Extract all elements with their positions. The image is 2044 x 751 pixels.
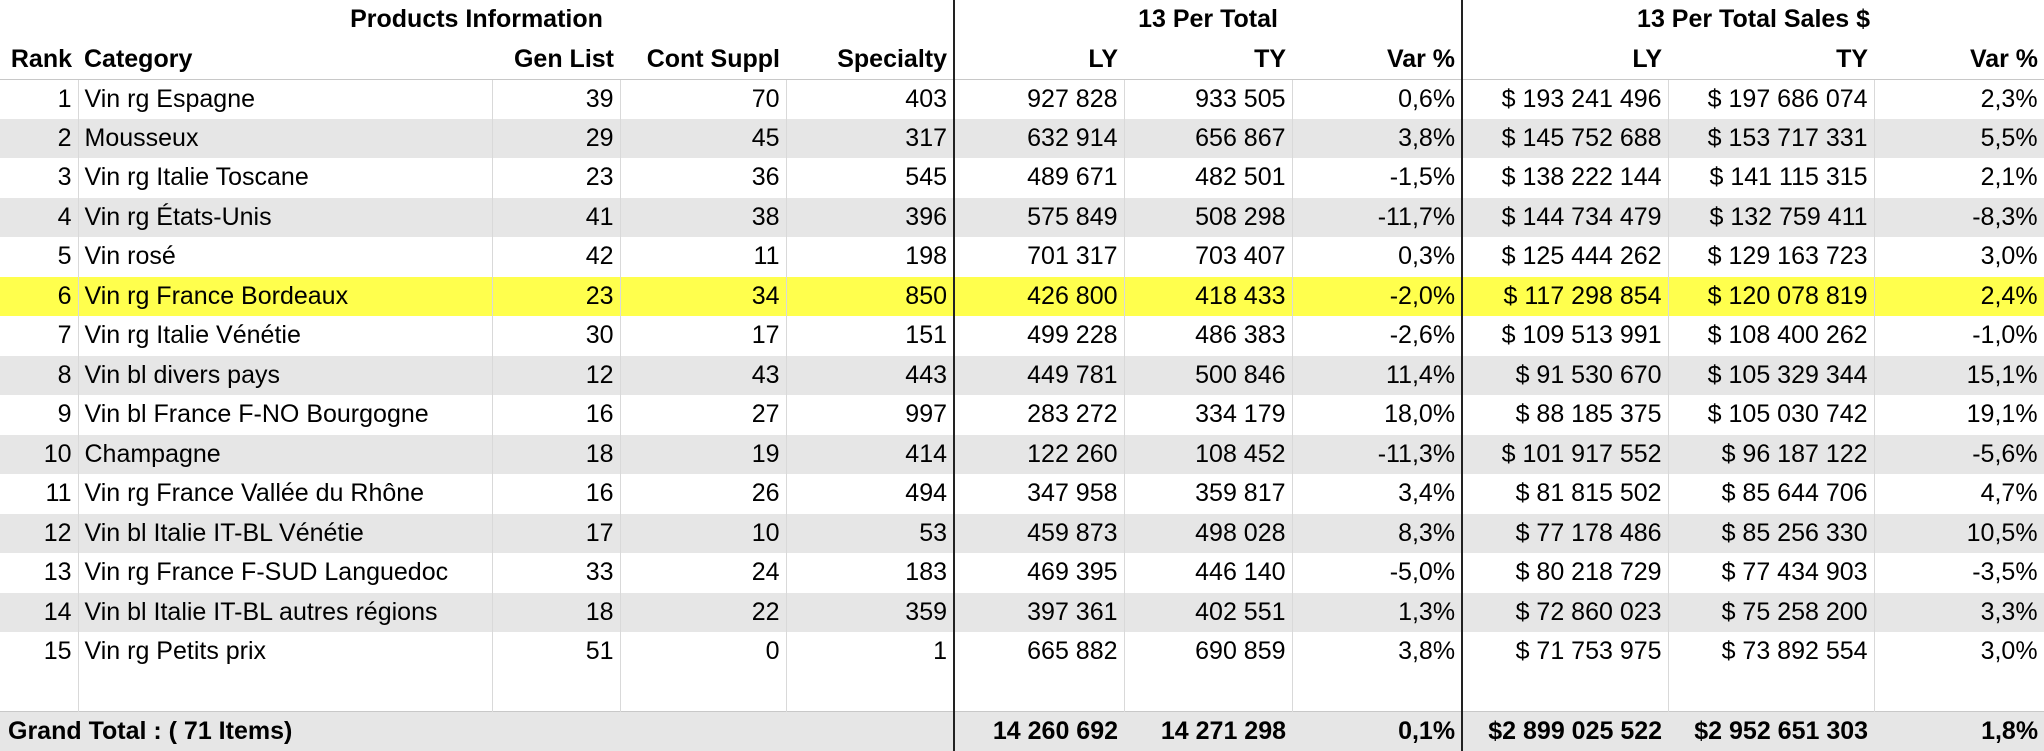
- table-row[interactable]: [0, 632, 2044, 672]
- table-row[interactable]: [0, 553, 2044, 593]
- cell-specialty[interactable]: 997: [786, 395, 954, 435]
- cell-sales-ty[interactable]: $ 120 078 819: [1668, 277, 1874, 317]
- cell-sales-ty[interactable]: $ 85 644 706: [1668, 474, 1874, 514]
- cell-ly[interactable]: 632 914: [954, 119, 1124, 159]
- column-header-row: [0, 40, 2044, 80]
- cell-rank[interactable]: 11: [0, 474, 78, 514]
- cell-ly[interactable]: 459 873: [954, 514, 1124, 554]
- cell-sales-ly[interactable]: $ 101 917 552: [1462, 435, 1668, 475]
- empty-cell[interactable]: [954, 672, 1124, 712]
- empty-cell[interactable]: [1124, 672, 1292, 712]
- cell-ly[interactable]: 701 317: [954, 237, 1124, 277]
- cell-sales-ty[interactable]: $ 105 030 742: [1668, 395, 1874, 435]
- grand-total-ty[interactable]: 14 271 298: [1124, 711, 1292, 751]
- cell-category[interactable]: Vin rg États-Unis: [78, 198, 492, 238]
- cell-category[interactable]: Vin rg France F-SUD Languedoc: [78, 553, 492, 593]
- cell-sales-ly[interactable]: $ 91 530 670: [1462, 356, 1668, 396]
- cell-cont-suppl[interactable]: 19: [620, 435, 786, 475]
- cell-sales-var[interactable]: 3,0%: [1874, 632, 2044, 672]
- cell-sales-var[interactable]: 15,1%: [1874, 356, 2044, 396]
- table-row[interactable]: [0, 395, 2044, 435]
- cell-gen-list[interactable]: 12: [492, 356, 620, 396]
- cell-cont-suppl[interactable]: 43: [620, 356, 786, 396]
- cell-sales-ly[interactable]: $ 88 185 375: [1462, 395, 1668, 435]
- grand-total-ly[interactable]: 14 260 692: [954, 711, 1124, 751]
- cell-rank[interactable]: 10: [0, 435, 78, 475]
- cell-ly[interactable]: 283 272: [954, 395, 1124, 435]
- cell-gen-list[interactable]: 18: [492, 593, 620, 633]
- cell-cont-suppl[interactable]: 36: [620, 158, 786, 198]
- cell-ty[interactable]: 446 140: [1124, 553, 1292, 593]
- cell-category[interactable]: Vin bl divers pays: [78, 356, 492, 396]
- cell-sales-ty[interactable]: $ 108 400 262: [1668, 316, 1874, 356]
- cell-sales-var[interactable]: -5,6%: [1874, 435, 2044, 475]
- grand-total-row[interactable]: [0, 711, 2044, 751]
- col-header-rank[interactable]: Rank: [0, 40, 78, 80]
- cell-gen-list[interactable]: 17: [492, 514, 620, 554]
- empty-cell[interactable]: [0, 672, 78, 712]
- cell-ty[interactable]: 482 501: [1124, 158, 1292, 198]
- cell-ty[interactable]: 402 551: [1124, 593, 1292, 633]
- cell-category[interactable]: Vin rg Petits prix: [78, 632, 492, 672]
- cell-rank[interactable]: 3: [0, 158, 78, 198]
- cell-cont-suppl[interactable]: 26: [620, 474, 786, 514]
- cell-ly[interactable]: 489 671: [954, 158, 1124, 198]
- cell-ty[interactable]: 418 433: [1124, 277, 1292, 317]
- col-header-ty[interactable]: TY: [1124, 40, 1292, 80]
- cell-rank[interactable]: 12: [0, 514, 78, 554]
- cell-sales-ty[interactable]: $ 153 717 331: [1668, 119, 1874, 159]
- cell-rank[interactable]: 15: [0, 632, 78, 672]
- cell-gen-list[interactable]: 23: [492, 158, 620, 198]
- cell-sales-ty[interactable]: $ 105 329 344: [1668, 356, 1874, 396]
- cell-category[interactable]: Vin rosé: [78, 237, 492, 277]
- cell-cont-suppl[interactable]: 24: [620, 553, 786, 593]
- table-row[interactable]: [0, 435, 2044, 475]
- cell-var[interactable]: 3,4%: [1292, 474, 1462, 514]
- cell-var[interactable]: 1,3%: [1292, 593, 1462, 633]
- cell-ty[interactable]: 498 028: [1124, 514, 1292, 554]
- cell-ly[interactable]: 665 882: [954, 632, 1124, 672]
- table-row[interactable]: [0, 356, 2044, 396]
- cell-sales-ly[interactable]: $ 117 298 854: [1462, 277, 1668, 317]
- cell-rank[interactable]: 6: [0, 277, 78, 317]
- cell-specialty[interactable]: 317: [786, 119, 954, 159]
- cell-ty[interactable]: 933 505: [1124, 79, 1292, 119]
- cell-ty[interactable]: 108 452: [1124, 435, 1292, 475]
- cell-category[interactable]: Vin rg Italie Toscane: [78, 158, 492, 198]
- cell-sales-var[interactable]: 2,3%: [1874, 79, 2044, 119]
- cell-category[interactable]: Vin rg Espagne: [78, 79, 492, 119]
- cell-var[interactable]: 3,8%: [1292, 632, 1462, 672]
- cell-gen-list[interactable]: 16: [492, 474, 620, 514]
- cell-rank[interactable]: 2: [0, 119, 78, 159]
- cell-sales-ty[interactable]: $ 141 115 315: [1668, 158, 1874, 198]
- cell-sales-var[interactable]: 19,1%: [1874, 395, 2044, 435]
- cell-specialty[interactable]: 494: [786, 474, 954, 514]
- cell-sales-ly[interactable]: $ 138 222 144: [1462, 158, 1668, 198]
- cell-ly[interactable]: 449 781: [954, 356, 1124, 396]
- cell-ly[interactable]: 397 361: [954, 593, 1124, 633]
- cell-var[interactable]: 0,3%: [1292, 237, 1462, 277]
- blank-row: [0, 672, 2044, 712]
- cell-category[interactable]: Vin rg France Vallée du Rhône: [78, 474, 492, 514]
- cell-sales-ty[interactable]: $ 85 256 330: [1668, 514, 1874, 554]
- cell-var[interactable]: -5,0%: [1292, 553, 1462, 593]
- table-row[interactable]: [0, 237, 2044, 277]
- table-row[interactable]: [0, 474, 2044, 514]
- empty-cell[interactable]: [620, 672, 786, 712]
- cell-sales-ty[interactable]: $ 96 187 122: [1668, 435, 1874, 475]
- cell-specialty[interactable]: 1: [786, 632, 954, 672]
- cell-rank[interactable]: 4: [0, 198, 78, 238]
- cell-cont-suppl[interactable]: 0: [620, 632, 786, 672]
- cell-gen-list[interactable]: 16: [492, 395, 620, 435]
- cell-ty[interactable]: 656 867: [1124, 119, 1292, 159]
- cell-sales-var[interactable]: 3,3%: [1874, 593, 2044, 633]
- cell-specialty[interactable]: 396: [786, 198, 954, 238]
- grand-total-sales-ty[interactable]: $2 952 651 303: [1668, 711, 1874, 751]
- cell-sales-var[interactable]: -1,0%: [1874, 316, 2044, 356]
- cell-cont-suppl[interactable]: 10: [620, 514, 786, 554]
- cell-specialty[interactable]: 198: [786, 237, 954, 277]
- group-header-products: Products Information: [0, 0, 954, 40]
- cell-gen-list[interactable]: 41: [492, 198, 620, 238]
- col-header-gen-list[interactable]: Gen List: [492, 40, 620, 80]
- cell-sales-var[interactable]: 2,4%: [1874, 277, 2044, 317]
- col-header-sales-ty[interactable]: TY: [1668, 40, 1874, 80]
- grand-total-sales-ly[interactable]: $2 899 025 522: [1462, 711, 1668, 751]
- cell-sales-var[interactable]: 3,0%: [1874, 237, 2044, 277]
- cell-var[interactable]: 3,8%: [1292, 119, 1462, 159]
- cell-category[interactable]: Vin rg France Bordeaux: [78, 277, 492, 317]
- cell-specialty[interactable]: 545: [786, 158, 954, 198]
- cell-category[interactable]: Vin bl Italie IT-BL autres régions: [78, 593, 492, 633]
- cell-ly[interactable]: 347 958: [954, 474, 1124, 514]
- cell-var[interactable]: 11,4%: [1292, 356, 1462, 396]
- cell-specialty[interactable]: 443: [786, 356, 954, 396]
- cell-specialty[interactable]: 359: [786, 593, 954, 633]
- cell-sales-ly[interactable]: $ 80 218 729: [1462, 553, 1668, 593]
- cell-specialty[interactable]: 850: [786, 277, 954, 317]
- table-row[interactable]: [0, 277, 2044, 317]
- table-row[interactable]: [0, 593, 2044, 633]
- cell-ty[interactable]: 690 859: [1124, 632, 1292, 672]
- cell-sales-ly[interactable]: $ 144 734 479: [1462, 198, 1668, 238]
- cell-cont-suppl[interactable]: 22: [620, 593, 786, 633]
- cell-var[interactable]: -11,3%: [1292, 435, 1462, 475]
- empty-cell[interactable]: [1668, 672, 1874, 712]
- cell-rank[interactable]: 9: [0, 395, 78, 435]
- cell-var[interactable]: 8,3%: [1292, 514, 1462, 554]
- group-header-sales: 13 Per Total Sales $: [1462, 0, 2044, 40]
- cell-sales-var[interactable]: 4,7%: [1874, 474, 2044, 514]
- cell-category[interactable]: Vin bl Italie IT-BL Vénétie: [78, 514, 492, 554]
- cell-rank[interactable]: 7: [0, 316, 78, 356]
- cell-category[interactable]: Mousseux: [78, 119, 492, 159]
- cell-sales-ty[interactable]: $ 197 686 074: [1668, 79, 1874, 119]
- cell-var[interactable]: 0,6%: [1292, 79, 1462, 119]
- empty-cell[interactable]: [1462, 672, 1668, 712]
- cell-sales-ty[interactable]: $ 75 258 200: [1668, 593, 1874, 633]
- cell-gen-list[interactable]: 51: [492, 632, 620, 672]
- group-header-row: [0, 0, 2044, 40]
- table-row[interactable]: [0, 514, 2044, 554]
- cell-ty[interactable]: 359 817: [1124, 474, 1292, 514]
- col-header-sales-ly[interactable]: LY: [1462, 40, 1668, 80]
- table-row[interactable]: [0, 198, 2044, 238]
- cell-var[interactable]: -11,7%: [1292, 198, 1462, 238]
- empty-cell[interactable]: [786, 672, 954, 712]
- cell-sales-var[interactable]: -3,5%: [1874, 553, 2044, 593]
- cell-var[interactable]: -2,6%: [1292, 316, 1462, 356]
- cell-ly[interactable]: 499 228: [954, 316, 1124, 356]
- col-header-category[interactable]: Category: [78, 40, 492, 80]
- grand-total-sales-var[interactable]: 1,8%: [1874, 711, 2044, 751]
- cell-sales-ly[interactable]: $ 77 178 486: [1462, 514, 1668, 554]
- cell-sales-ly[interactable]: $ 72 860 023: [1462, 593, 1668, 633]
- cell-ly[interactable]: 122 260: [954, 435, 1124, 475]
- cell-specialty[interactable]: 403: [786, 79, 954, 119]
- cell-rank[interactable]: 1: [0, 79, 78, 119]
- cell-specialty[interactable]: 414: [786, 435, 954, 475]
- cell-rank[interactable]: 14: [0, 593, 78, 633]
- cell-cont-suppl[interactable]: 38: [620, 198, 786, 238]
- col-header-cont-suppl[interactable]: Cont Suppl: [620, 40, 786, 80]
- col-header-var[interactable]: Var %: [1292, 40, 1462, 80]
- cell-ly[interactable]: 469 395: [954, 553, 1124, 593]
- cell-sales-var[interactable]: 5,5%: [1874, 119, 2044, 159]
- cell-specialty[interactable]: 53: [786, 514, 954, 554]
- cell-ly[interactable]: 927 828: [954, 79, 1124, 119]
- cell-gen-list[interactable]: 30: [492, 316, 620, 356]
- cell-category[interactable]: Champagne: [78, 435, 492, 475]
- cell-cont-suppl[interactable]: 27: [620, 395, 786, 435]
- cell-gen-list[interactable]: 29: [492, 119, 620, 159]
- cell-sales-ly[interactable]: $ 145 752 688: [1462, 119, 1668, 159]
- table-row[interactable]: [0, 119, 2044, 159]
- empty-cell[interactable]: [1874, 672, 2044, 712]
- table-row[interactable]: [0, 79, 2044, 119]
- cell-gen-list[interactable]: 18: [492, 435, 620, 475]
- cell-specialty[interactable]: 183: [786, 553, 954, 593]
- cell-var[interactable]: -2,0%: [1292, 277, 1462, 317]
- cell-sales-ly[interactable]: $ 71 753 975: [1462, 632, 1668, 672]
- col-header-ly[interactable]: LY: [954, 40, 1124, 80]
- cell-ly[interactable]: 575 849: [954, 198, 1124, 238]
- cell-sales-var[interactable]: -8,3%: [1874, 198, 2044, 238]
- cell-rank[interactable]: 5: [0, 237, 78, 277]
- cell-ty[interactable]: 508 298: [1124, 198, 1292, 238]
- empty-cell[interactable]: [492, 672, 620, 712]
- cell-sales-ty[interactable]: $ 129 163 723: [1668, 237, 1874, 277]
- cell-category[interactable]: Vin rg Italie Vénétie: [78, 316, 492, 356]
- cell-sales-ty[interactable]: $ 132 759 411: [1668, 198, 1874, 238]
- cell-cont-suppl[interactable]: 17: [620, 316, 786, 356]
- cell-sales-ly[interactable]: $ 81 815 502: [1462, 474, 1668, 514]
- cell-rank[interactable]: 13: [0, 553, 78, 593]
- cell-sales-ly[interactable]: $ 193 241 496: [1462, 79, 1668, 119]
- cell-ty[interactable]: 334 179: [1124, 395, 1292, 435]
- cell-gen-list[interactable]: 23: [492, 277, 620, 317]
- cell-var[interactable]: 18,0%: [1292, 395, 1462, 435]
- cell-sales-ly[interactable]: $ 125 444 262: [1462, 237, 1668, 277]
- cell-cont-suppl[interactable]: 70: [620, 79, 786, 119]
- cell-ty[interactable]: 500 846: [1124, 356, 1292, 396]
- col-header-specialty[interactable]: Specialty: [786, 40, 954, 80]
- cell-ty[interactable]: 703 407: [1124, 237, 1292, 277]
- cell-rank[interactable]: 8: [0, 356, 78, 396]
- cell-ty[interactable]: 486 383: [1124, 316, 1292, 356]
- cell-gen-list[interactable]: 39: [492, 79, 620, 119]
- cell-sales-var[interactable]: 2,1%: [1874, 158, 2044, 198]
- cell-sales-ty[interactable]: $ 73 892 554: [1668, 632, 1874, 672]
- cell-sales-var[interactable]: 10,5%: [1874, 514, 2044, 554]
- cell-cont-suppl[interactable]: 11: [620, 237, 786, 277]
- cell-gen-list[interactable]: 42: [492, 237, 620, 277]
- col-header-sales-var[interactable]: Var %: [1874, 40, 2044, 80]
- cell-sales-ty[interactable]: $ 77 434 903: [1668, 553, 1874, 593]
- cell-category[interactable]: Vin bl France F-NO Bourgogne: [78, 395, 492, 435]
- table-row[interactable]: [0, 158, 2044, 198]
- cell-ly[interactable]: 426 800: [954, 277, 1124, 317]
- table-row[interactable]: [0, 316, 2044, 356]
- grand-total-var[interactable]: 0,1%: [1292, 711, 1462, 751]
- empty-cell[interactable]: [78, 672, 492, 712]
- cell-cont-suppl[interactable]: 34: [620, 277, 786, 317]
- cell-cont-suppl[interactable]: 45: [620, 119, 786, 159]
- grand-total-label: Grand Total : ( 71 Items): [0, 711, 954, 751]
- cell-sales-ly[interactable]: $ 109 513 991: [1462, 316, 1668, 356]
- cell-specialty[interactable]: 151: [786, 316, 954, 356]
- group-header-per-total: 13 Per Total: [954, 0, 1462, 40]
- cell-var[interactable]: -1,5%: [1292, 158, 1462, 198]
- empty-cell[interactable]: [1292, 672, 1462, 712]
- cell-gen-list[interactable]: 33: [492, 553, 620, 593]
